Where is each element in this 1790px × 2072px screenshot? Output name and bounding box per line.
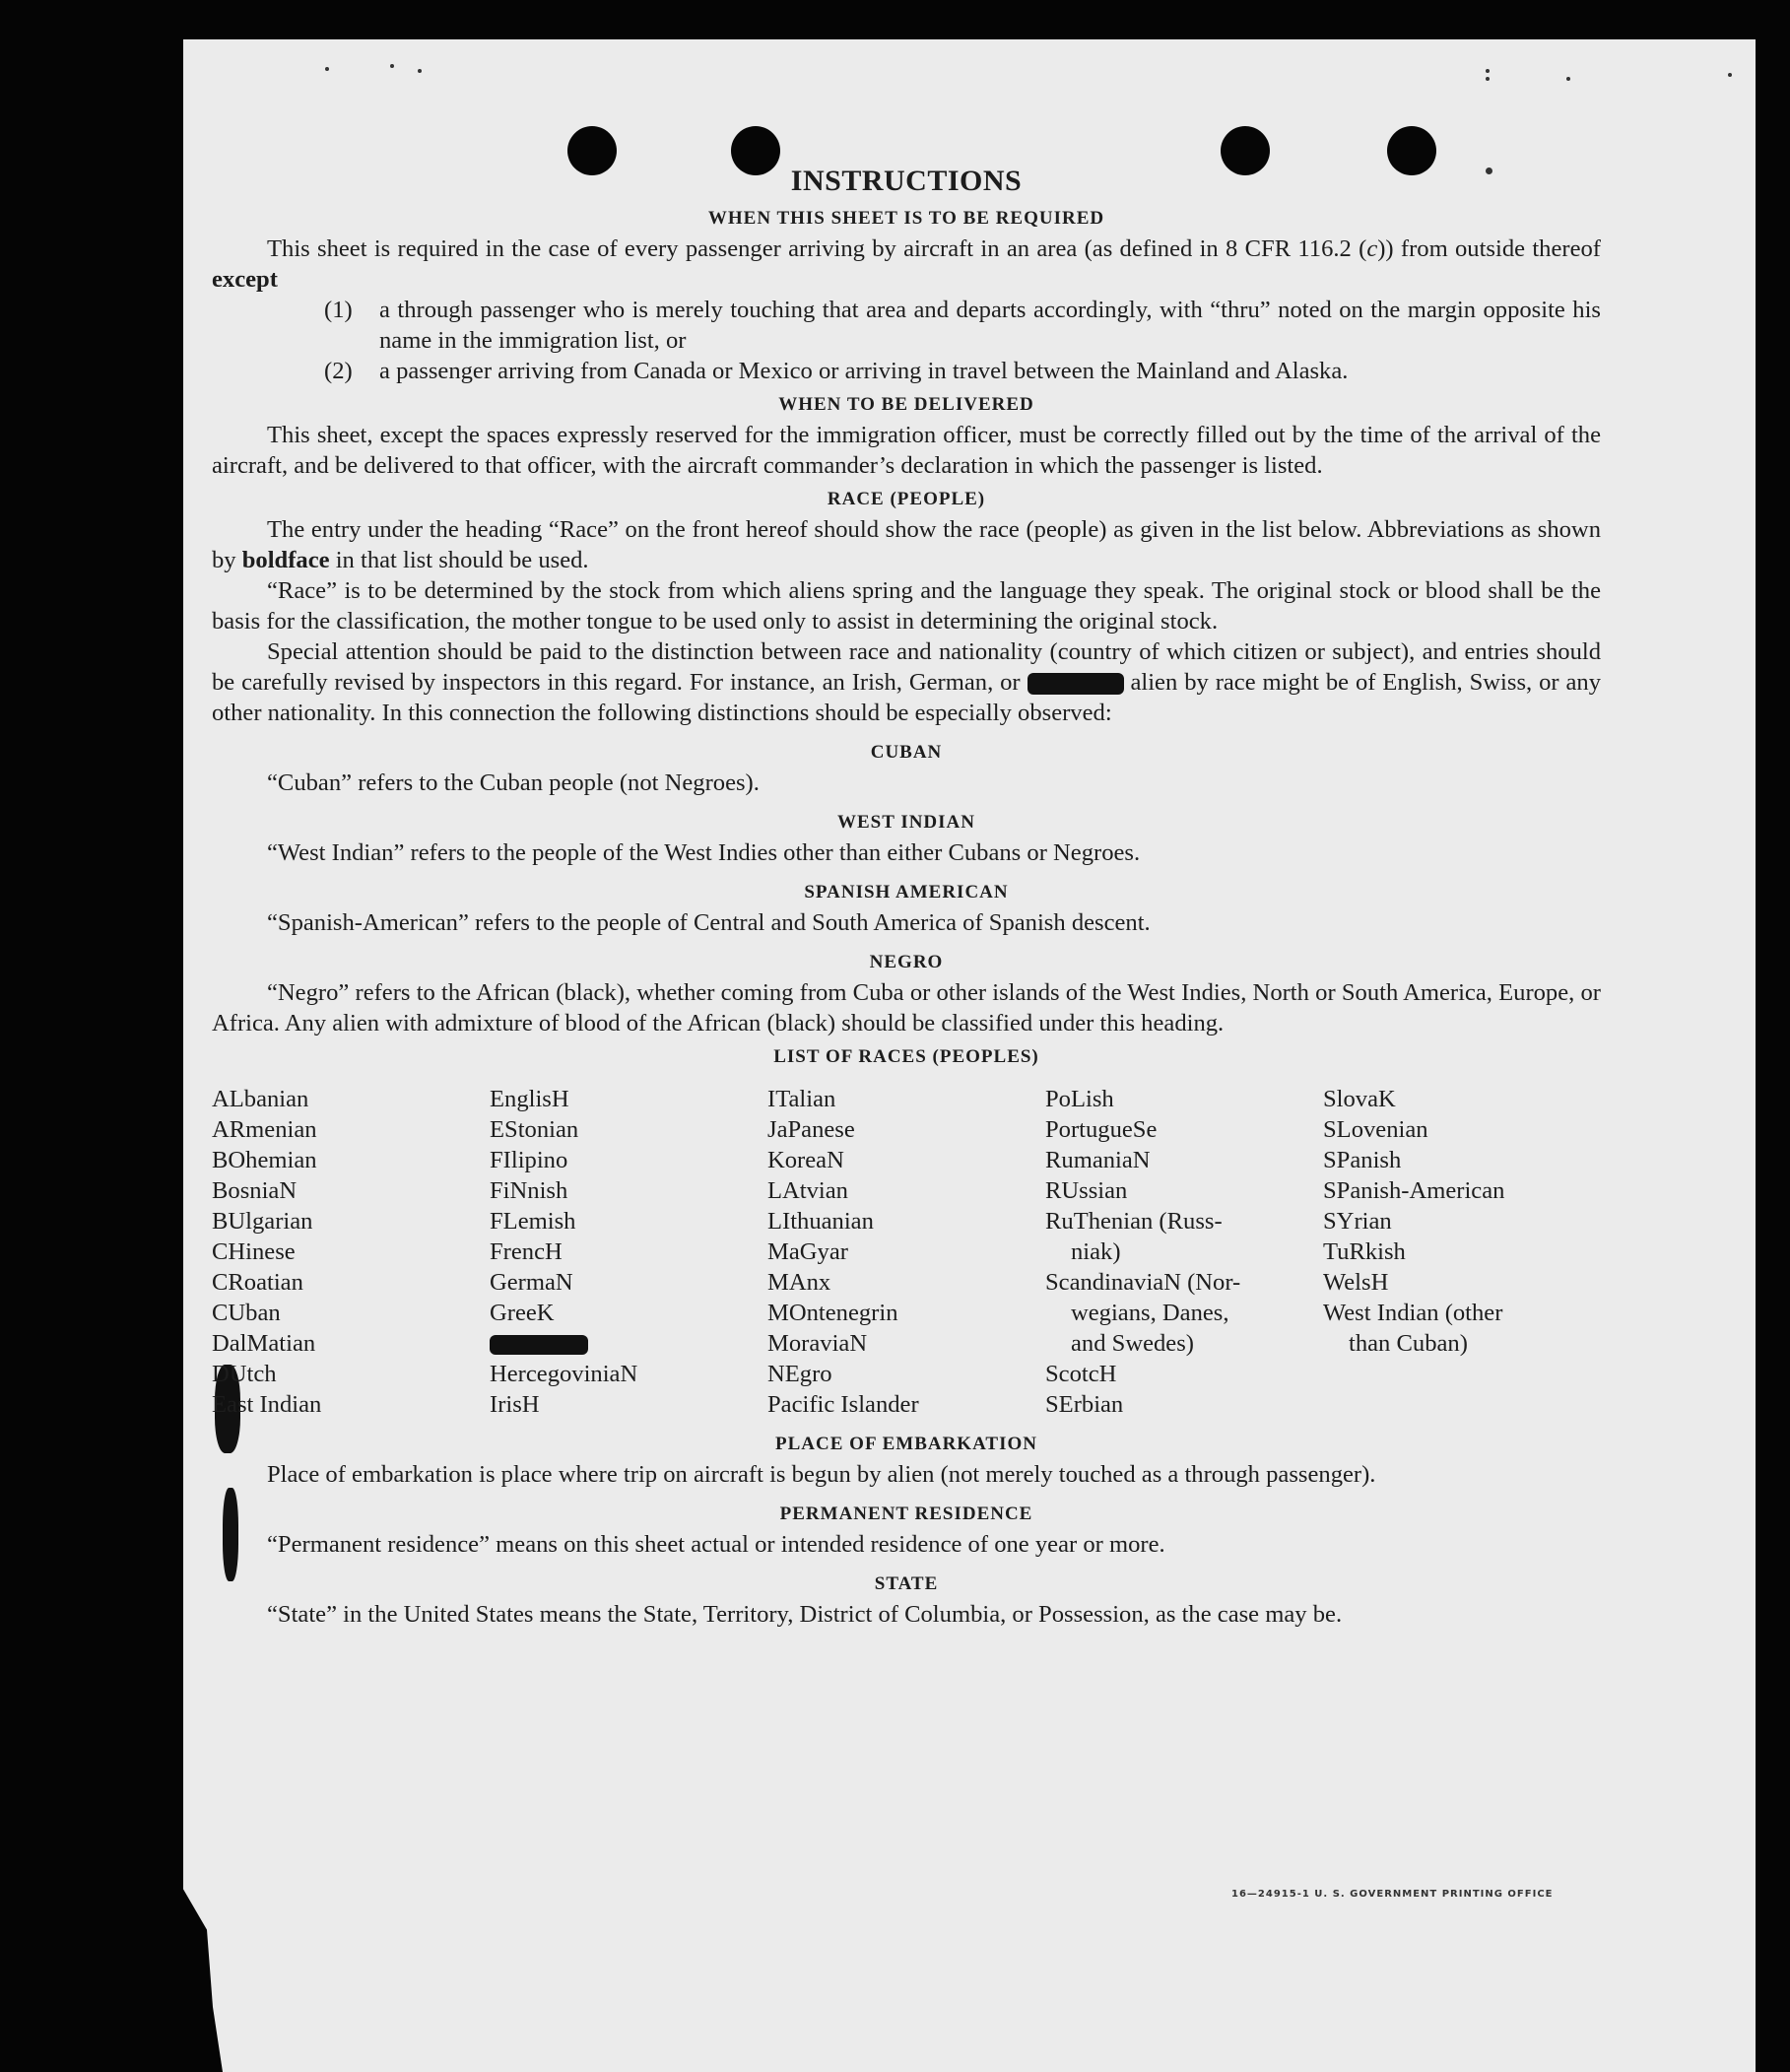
paragraph-race-3: Special attention should be paid to the distinction between race and nationality (country of which citizen or subject), and entries should be carefully revised by inspectors in this regard. For instance, an Irish, German, or alien by race might be of English, Swiss, or any other nationality. In this connection the following distinctions should be especially observed: xyxy=(212,638,1601,726)
races-column-5 xyxy=(1323,1084,1601,1420)
race-item: ScandinaviaN (Nor- xyxy=(1045,1269,1241,1296)
races-table xyxy=(212,1084,1601,1420)
race-item: LAtvian xyxy=(767,1177,848,1204)
list-item xyxy=(212,295,1601,356)
speck xyxy=(1728,73,1732,77)
race-item-continued: wegians, Danes, xyxy=(1071,1300,1229,1326)
races-column-2 xyxy=(490,1084,767,1420)
race-item: BosniaN xyxy=(212,1177,298,1204)
races-column-4 xyxy=(1045,1084,1323,1420)
paragraph-negro: “Negro” refers to the African (black), whether coming from Cuba or other islands of the West Indies, North or South America, Europe, or Africa. Any alien with admixture of blood of the African (black) should be classified under this heading. xyxy=(212,979,1601,1036)
race-item: TuRkish xyxy=(1323,1238,1406,1265)
speck xyxy=(1566,77,1570,81)
race-item: RuThenian (Russ- xyxy=(1045,1208,1223,1235)
speck xyxy=(325,67,329,71)
race-item: GermaN xyxy=(490,1269,573,1296)
heading-negro: NEGRO xyxy=(869,952,944,972)
paragraph-race-2: “Race” is to be determined by the stock from which aliens spring and the language they speak. The original stock or blood shall be the basis for the classification, the mother tongue to be used only to assist in determining the original stock. xyxy=(212,577,1601,635)
races-column-3 xyxy=(767,1084,1045,1420)
heading-spanish-american: SPANISH AMERICAN xyxy=(804,882,1009,902)
item-number: (2) xyxy=(324,358,353,384)
race-item: JaPanese xyxy=(767,1116,855,1143)
race-item: DUtch xyxy=(212,1361,277,1387)
race-item: ALbanian xyxy=(212,1086,309,1112)
race-item: West Indian (other xyxy=(1323,1300,1503,1326)
race-item: CUban xyxy=(212,1300,281,1326)
race-item: RUssian xyxy=(1045,1177,1128,1204)
heading-required: WHEN THIS SHEET IS TO BE REQUIRED xyxy=(707,208,1105,229)
race-item: CRoatian xyxy=(212,1269,303,1296)
paragraph-state: “State” in the United States means the State, Territory, District of Columbia, or Possession, as the case may be. xyxy=(267,1601,1343,1628)
redaction-mark xyxy=(490,1335,588,1355)
race-item: SLovenian xyxy=(1323,1116,1428,1143)
list-item xyxy=(212,356,1601,386)
race-item: FrencH xyxy=(490,1238,563,1265)
heading-embarkation: PLACE OF EMBARKATION xyxy=(775,1434,1037,1454)
race-item: FiNnish xyxy=(490,1177,568,1204)
race-item: CHinese xyxy=(212,1238,296,1265)
race-item: MoraviaN xyxy=(767,1330,868,1357)
race-item: SPanish-American xyxy=(1323,1177,1505,1204)
speck xyxy=(418,69,422,73)
race-item: MaGyar xyxy=(767,1238,848,1265)
paragraph-west-indian: “West Indian” refers to the people of the West Indies other than either Cubans or Negroes. xyxy=(267,839,1141,866)
race-item: MOntenegrin xyxy=(767,1300,898,1326)
race-item: NEgro xyxy=(767,1361,832,1387)
redaction-mark xyxy=(1028,673,1124,695)
race-item: LIthuanian xyxy=(767,1208,874,1235)
race-item: WelsH xyxy=(1323,1269,1389,1296)
race-item: KoreaN xyxy=(767,1147,844,1173)
race-item: SPanish xyxy=(1323,1147,1402,1173)
paragraph-embarkation: Place of embarkation is place where trip on aircraft is begun by alien (not merely touched as a through passenger). xyxy=(267,1461,1376,1488)
race-item: IrisH xyxy=(490,1391,540,1418)
race-item-continued: niak) xyxy=(1071,1238,1121,1265)
heading-cuban: CUBAN xyxy=(870,742,943,763)
item-text: a passenger arriving from Canada or Mexico or arriving in travel between the Mainland and Alaska. xyxy=(379,358,1349,384)
race-item: FIlipino xyxy=(490,1147,568,1173)
heading-list-of-races: LIST OF RACES (PEOPLES) xyxy=(773,1046,1039,1067)
page-title: INSTRUCTIONS xyxy=(790,165,1023,197)
race-item: SErbian xyxy=(1045,1391,1124,1418)
instructions-content xyxy=(212,163,1601,1630)
speck xyxy=(390,64,394,68)
item-text: a through passenger who is merely touching that area and departs accordingly, with “thru” noted on the margin opposite his name in the immigration list, or xyxy=(379,297,1601,354)
race-item: PoLish xyxy=(1045,1086,1114,1112)
race-item: RumaniaN xyxy=(1045,1147,1151,1173)
heading-delivered: WHEN TO BE DELIVERED xyxy=(778,394,1034,415)
heading-race: RACE (PEOPLE) xyxy=(827,489,986,509)
paragraph-required: This sheet is required in the case of every passenger arriving by aircraft in an area (as defined in 8 CFR 116.2 (c)) from outside thereof except xyxy=(212,235,1601,293)
heading-permanent-residence: PERMANENT RESIDENCE xyxy=(779,1504,1033,1524)
paragraph-spanish-american: “Spanish-American” refers to the people of Central and South America of Spanish descent. xyxy=(267,909,1151,936)
item-number: (1) xyxy=(324,297,353,323)
race-item: ITalian xyxy=(767,1086,836,1112)
paragraph-delivered: This sheet, except the spaces expressly reserved for the immigration officer, must be correctly filled out by the time of the arrival of the aircraft, and be delivered to that officer, with the aircraft commander’s declaration in which the passenger is listed. xyxy=(212,422,1601,479)
speck xyxy=(1486,77,1490,81)
race-item: ScotcH xyxy=(1045,1361,1117,1387)
paragraph-permanent-residence: “Permanent residence” means on this sheet actual or intended residence of one year or more. xyxy=(267,1531,1165,1558)
race-item: EStonian xyxy=(490,1116,579,1143)
race-item: Pacific Islander xyxy=(767,1391,919,1418)
redacted-item xyxy=(490,1328,767,1359)
race-item: East Indian xyxy=(212,1391,322,1418)
race-item: EnglisH xyxy=(490,1086,569,1112)
race-item: DalMatian xyxy=(212,1330,316,1357)
race-item: GreeK xyxy=(490,1300,555,1326)
race-item: SlovaK xyxy=(1323,1086,1396,1112)
race-item: BOhemian xyxy=(212,1147,317,1173)
races-column-1 xyxy=(212,1084,490,1420)
paragraph-cuban: “Cuban” refers to the Cuban people (not Negroes). xyxy=(267,769,760,796)
heading-west-indian: WEST INDIAN xyxy=(837,812,975,833)
race-item-continued: than Cuban) xyxy=(1349,1330,1468,1357)
race-item: PortugueSe xyxy=(1045,1116,1158,1143)
heading-state: STATE xyxy=(874,1573,939,1594)
printer-imprint: 16—24915-1 U. S. GOVERNMENT PRINTING OFFICE xyxy=(1231,1889,1554,1900)
race-item: BUlgarian xyxy=(212,1208,313,1235)
speck xyxy=(1486,69,1490,73)
paragraph-race-1: The entry under the heading “Race” on the front hereof should show the race (people) as given in the list below. Abbreviations as shown by boldface in that list should be used. xyxy=(212,516,1601,573)
race-item-continued: and Swedes) xyxy=(1071,1330,1194,1357)
race-item: ARmenian xyxy=(212,1116,317,1143)
race-item: SYrian xyxy=(1323,1208,1392,1235)
race-item: MAnx xyxy=(767,1269,831,1296)
race-item: HercegoviniaN xyxy=(490,1361,638,1387)
race-item: FLemish xyxy=(490,1208,576,1235)
